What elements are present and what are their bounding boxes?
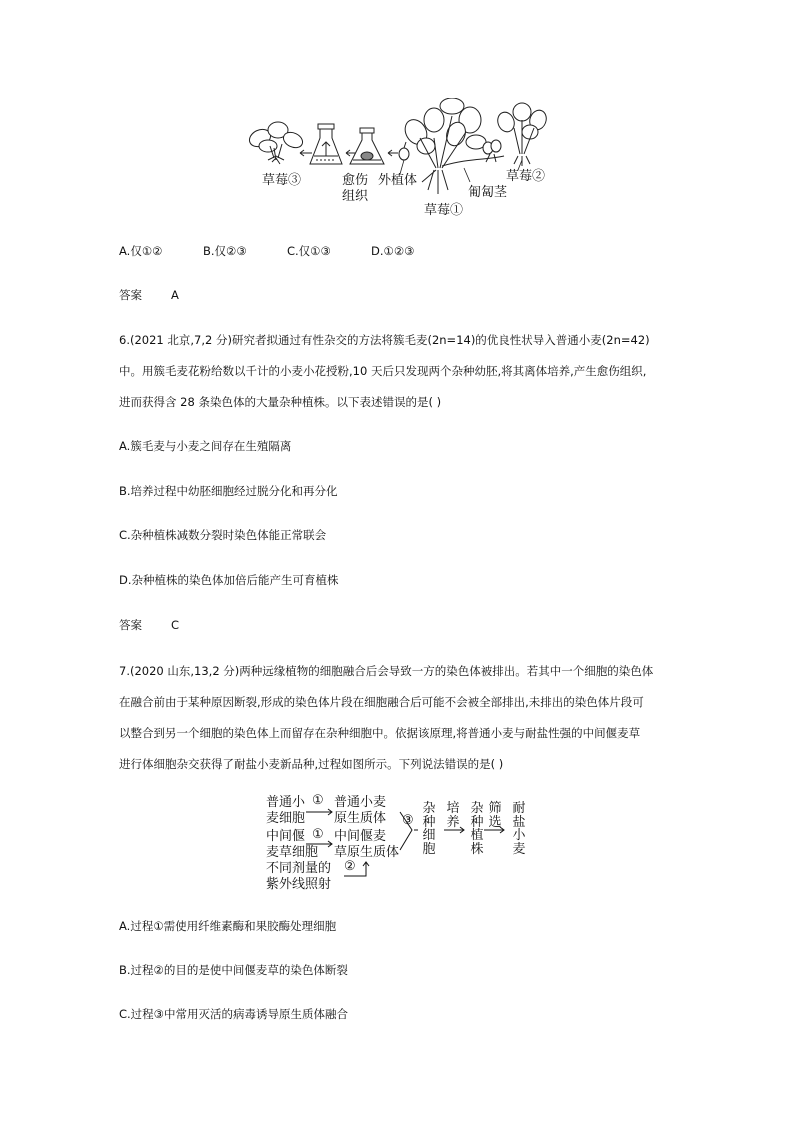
- q5-option-a: A.仅①②: [119, 244, 163, 258]
- label-callus-1: 愈伤: [342, 173, 369, 188]
- uv-line2: 紫外线照射: [266, 877, 332, 892]
- explant-piece: [399, 142, 409, 160]
- q5-answer: [119, 288, 179, 302]
- salt-tolerant-wheat-label: 耐盐小麦: [512, 801, 526, 857]
- label-strawberry-3: 草莓③: [262, 173, 302, 188]
- grass-protoplast-line1: 中间偃麦: [334, 829, 387, 844]
- label-explant: 外植体: [378, 173, 418, 188]
- q5-option-c: C.仅①③: [287, 244, 331, 258]
- step-1-bottom: ①: [312, 827, 324, 842]
- q7-stem-line-4: 进行体细胞杂交获得了耐盐小麦新品种,过程如图所示。下列说法错误的是( ): [119, 757, 504, 771]
- answer-label: 答案: [119, 618, 142, 632]
- q7-option-b: B.过程②的目的是使中间偃麦草的染色体断裂: [119, 963, 348, 977]
- label-stolon: 匍匐茎: [468, 185, 508, 200]
- q6-stem-line-2: 中。用簇毛麦花粉给数以千计的小麦小花授粉,10 天后只发现两个杂种幼胚,将其离体培养,产生愈伤组织,: [119, 364, 647, 378]
- q7-stem-line-1: 7.(2020 山东,13,2 分)两种远缘植物的细胞融合后会导致一方的染色体被排出。若其中一个细胞的染色体: [119, 664, 654, 678]
- answer-value: A: [171, 288, 179, 302]
- q7-option-c: C.过程③中常用灭活的病毒诱导原生质体融合: [119, 1007, 348, 1021]
- label-strawberry-2: 草莓②: [506, 169, 546, 184]
- q6-option-d: D.杂种植株的染色体加倍后能产生可育植株: [119, 573, 339, 587]
- grass-protoplast-line2: 草原生质体: [334, 845, 400, 860]
- q5-option-d: D.①②③: [371, 244, 415, 258]
- answer-label: 答案: [119, 288, 142, 302]
- q5-options: [119, 244, 414, 258]
- q6-stem-line-1: 6.(2021 北京,7,2 分)研究者拟通过有性杂交的方法将簇毛麦(2n=14)的优良性状导入普通小麦(2n=42): [119, 333, 650, 347]
- q7-flow-diagram: [262, 792, 542, 892]
- q7-stem-line-3: 以整合到另一个细胞的染色体上而留存在杂种细胞中。依据该原理,将普通小麦与耐盐性强的中间偃麦草: [119, 726, 641, 740]
- q6-option-a: A.簇毛麦与小麦之间存在生殖隔离: [119, 439, 292, 453]
- wheat-cell-line2: 麦细胞: [266, 811, 306, 826]
- answer-value: C: [171, 618, 180, 632]
- q5-option-b: B.仅②③: [203, 244, 247, 258]
- strawberry-figure: [238, 98, 568, 223]
- step-3: ③: [402, 813, 414, 828]
- step-2: ②: [344, 859, 356, 874]
- flask-plantlet: [310, 124, 342, 164]
- step-1-top: ①: [312, 793, 324, 808]
- wheat-protoplast-line2: 原生质体: [334, 811, 387, 826]
- q7-stem-line-2: 在融合前由于某种原因断裂,形成的染色体片段在细胞融合后可能不会被全部排出,未排出的染色体片段可: [119, 695, 644, 709]
- grass-cell-line1: 中间偃: [266, 829, 306, 844]
- culture-label: 培养: [446, 801, 460, 830]
- q6-stem-line-3: 进而获得含 28 条染色体的大量杂种植株。以下表述错误的是( ): [119, 395, 442, 409]
- q7-option-a: A.过程①需使用纤维素酶和果胶酶处理细胞: [119, 919, 337, 933]
- wheat-protoplast-line1: 普通小麦: [334, 795, 387, 810]
- label-callus-2: 组织: [342, 189, 369, 204]
- q6-option-b: B.培养过程中幼胚细胞经过脱分化和再分化: [119, 484, 338, 498]
- uv-line1: 不同剂量的: [266, 861, 332, 876]
- strawberry-3-plant: [247, 122, 305, 164]
- q6-option-c: C.杂种植株减数分裂时染色体能正常联会: [119, 528, 327, 542]
- hybrid-plant-label: 杂种植株: [470, 801, 484, 857]
- hybrid-cell-label: 杂种细胞: [422, 801, 436, 857]
- q6-answer: [119, 618, 179, 632]
- screen-label: 筛选: [488, 801, 502, 830]
- grass-cell-line2: 麦草细胞: [266, 845, 319, 860]
- label-strawberry-1: 草莓①: [424, 203, 464, 218]
- flask-callus: [350, 128, 384, 164]
- wheat-cell-line1: 普通小: [266, 795, 306, 810]
